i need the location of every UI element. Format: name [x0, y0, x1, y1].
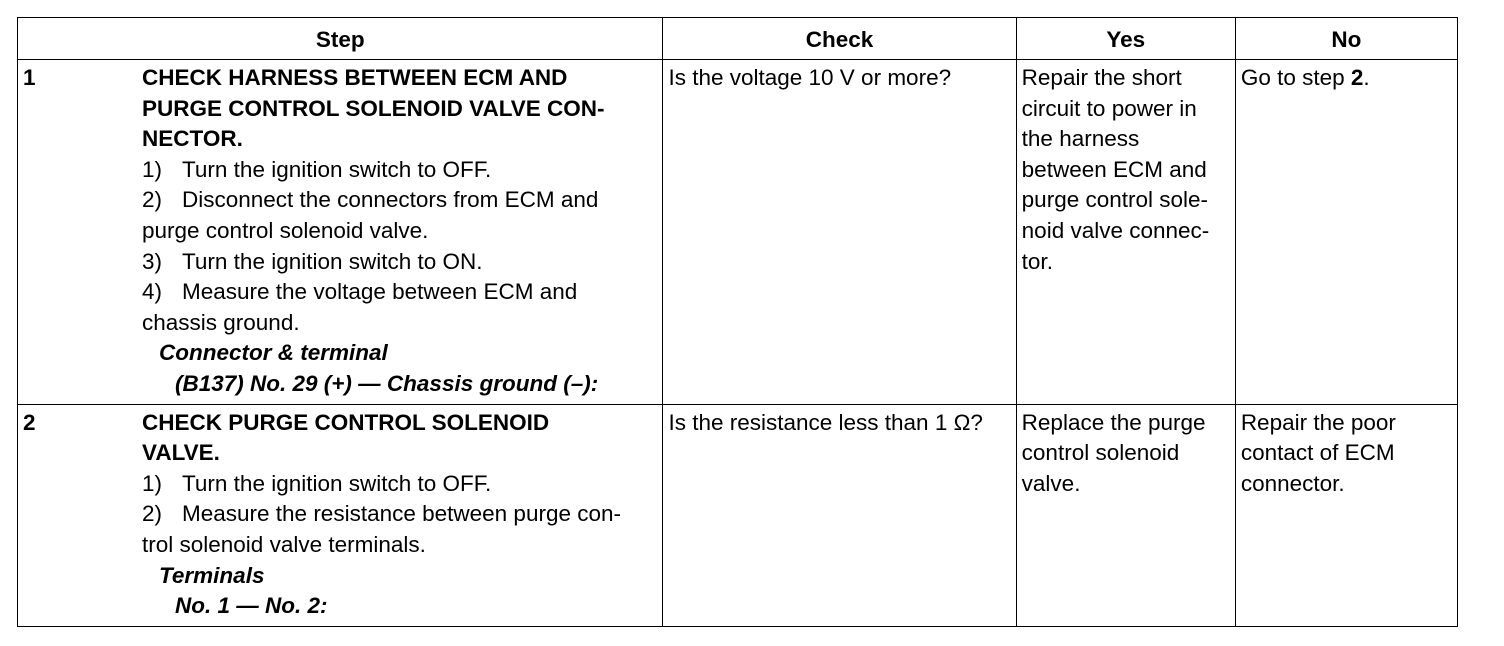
yes-line: control solenoid	[1021, 440, 1180, 466]
check-cell	[663, 60, 1016, 405]
check-text: Is the resistance less than 1 Ω?	[668, 409, 983, 435]
step-title: PURGE CONTROL SOLENOID VALVE CON-	[142, 95, 605, 121]
yes-line: the harness	[1021, 126, 1140, 152]
procedure-index: 3)	[142, 248, 163, 274]
spec-value: (B137) No. 29 (+) — Chassis ground (–):	[175, 370, 599, 396]
procedure-index: 4)	[142, 279, 163, 305]
yes-line: Replace the purge	[1021, 409, 1206, 435]
step-body	[142, 60, 662, 404]
procedure-item	[142, 469, 656, 500]
yes-line: tor.	[1021, 248, 1053, 274]
procedure-text-cont: purge control solenoid valve.	[142, 217, 429, 243]
step-number: 2	[23, 409, 36, 435]
no-text-prefix: Go to step	[1240, 65, 1351, 90]
procedure-item	[142, 247, 656, 278]
step-cell	[18, 60, 663, 405]
no-text	[1236, 60, 1457, 98]
step-title: CHECK PURGE CONTROL SOLENOID	[142, 409, 550, 435]
check-text: Is the voltage 10 V or more?	[668, 65, 952, 90]
procedure-item	[142, 499, 656, 530]
diagnostic-table	[17, 17, 1458, 627]
table-row	[18, 404, 1458, 626]
no-line: Repair the poor	[1240, 409, 1396, 435]
procedure-index: 1)	[142, 470, 163, 496]
step-title: NECTOR.	[142, 126, 243, 152]
no-text-suffix: .	[1363, 65, 1370, 90]
procedure-text: Disconnect the connectors from ECM and	[182, 187, 599, 213]
spec-label: Terminals	[159, 562, 265, 588]
yes-cell	[1016, 60, 1235, 405]
table-row	[18, 60, 1458, 405]
no-cell	[1235, 60, 1457, 405]
no-text	[1236, 405, 1457, 504]
procedure-index: 2)	[142, 501, 163, 527]
procedure-item	[142, 155, 656, 186]
no-cell	[1235, 404, 1457, 626]
procedure-index: 2)	[142, 187, 163, 213]
procedure-text: Measure the resistance between purge con-	[182, 501, 622, 527]
step-title: CHECK HARNESS BETWEEN ECM AND	[142, 65, 568, 90]
goto-step-ref: 2	[1350, 65, 1364, 90]
procedure-text-cont: trol solenoid valve terminals.	[142, 531, 426, 557]
yes-line: valve.	[1021, 470, 1081, 496]
procedure-text: Turn the ignition switch to OFF.	[182, 470, 492, 496]
header-row	[18, 18, 1458, 60]
header-check: Check	[663, 18, 1016, 60]
yes-text	[1017, 60, 1235, 281]
yes-cell	[1016, 404, 1235, 626]
spec-label: Connector & terminal	[159, 340, 388, 366]
procedure-item	[142, 185, 656, 216]
yes-line: between ECM and	[1021, 156, 1207, 182]
no-line: connector.	[1240, 470, 1345, 496]
step-number: 1	[23, 65, 36, 90]
step-body	[142, 405, 662, 626]
spec-value: No. 1 — No. 2:	[175, 593, 328, 619]
yes-line: Repair the short	[1021, 65, 1182, 90]
header-step: Step	[18, 18, 663, 60]
step-cell	[18, 404, 663, 626]
yes-line: noid valve connec-	[1021, 217, 1210, 243]
yes-line: purge control sole-	[1021, 187, 1209, 213]
yes-line: circuit to power in	[1021, 95, 1197, 121]
procedure-text: Measure the voltage between ECM and	[182, 279, 578, 305]
header-no: No	[1235, 18, 1457, 60]
check-cell	[663, 404, 1016, 626]
procedure-item	[142, 277, 656, 308]
procedure-text: Turn the ignition switch to OFF.	[182, 156, 492, 182]
header-yes: Yes	[1016, 18, 1235, 60]
no-line: contact of ECM	[1240, 440, 1395, 466]
yes-text	[1017, 405, 1235, 504]
procedure-index: 1)	[142, 156, 163, 182]
procedure-text: Turn the ignition switch to ON.	[182, 248, 483, 274]
step-title: VALVE.	[142, 440, 220, 466]
procedure-text-cont: chassis ground.	[142, 309, 300, 335]
